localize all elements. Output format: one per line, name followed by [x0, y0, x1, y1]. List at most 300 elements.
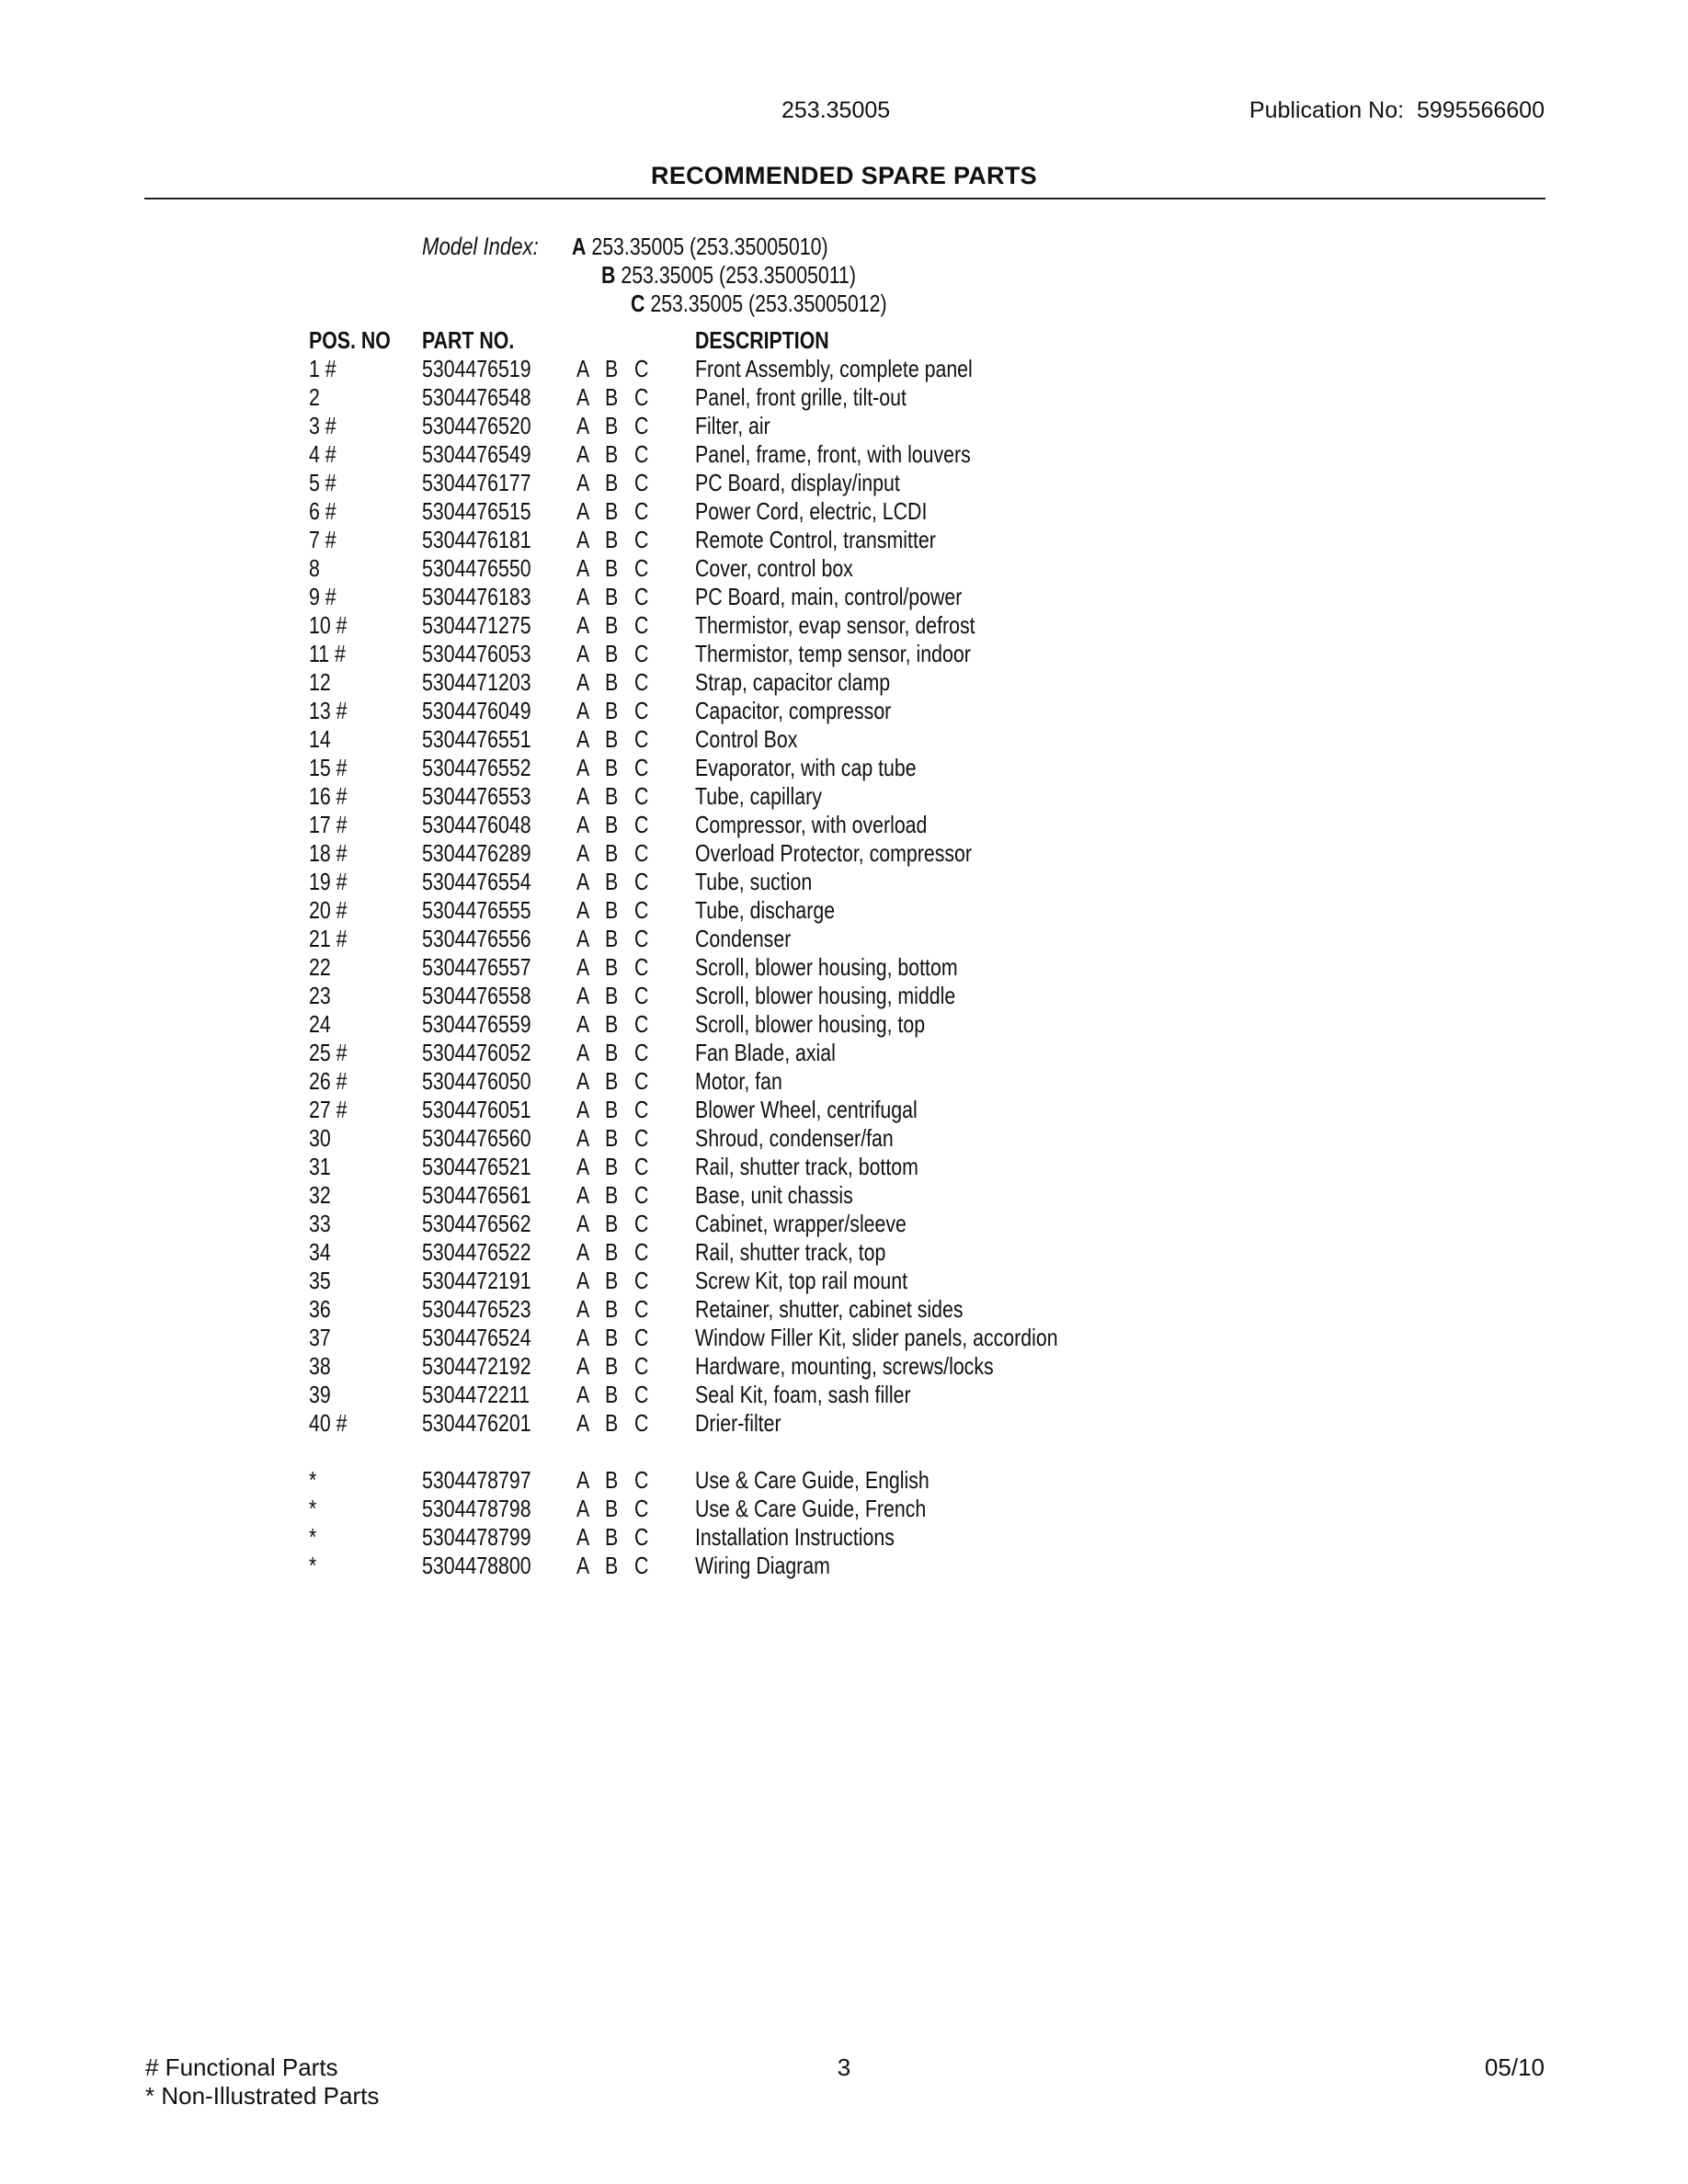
- model-c-cell: C: [634, 925, 649, 952]
- model-b-cell: B: [605, 1153, 619, 1180]
- table-row: [309, 1153, 1228, 1181]
- part-number-cell: 5304478797: [422, 1466, 531, 1494]
- model-index-b-letter: B: [601, 261, 616, 289]
- description-cell: Blower Wheel, centrifugal: [695, 1096, 918, 1123]
- model-c-cell: C: [634, 1238, 649, 1266]
- pos-cell: 24: [309, 1010, 331, 1038]
- model-c-cell: C: [634, 668, 649, 696]
- table-row: [309, 1067, 1228, 1096]
- description-cell: Thermistor, evap sensor, defrost: [695, 611, 975, 639]
- table-row: [309, 469, 1228, 497]
- description-cell: Window Filler Kit, slider panels, accordion: [695, 1324, 1058, 1351]
- table-row: [309, 1295, 1228, 1324]
- table-row: [309, 583, 1228, 611]
- part-number-cell: 5304478799: [422, 1523, 531, 1551]
- table-row: [309, 1523, 1228, 1552]
- model-b-cell: B: [605, 1010, 619, 1038]
- pos-cell: 25 #: [309, 1039, 348, 1066]
- description-cell: Use & Care Guide, French: [695, 1495, 927, 1522]
- model-a-cell: A: [576, 469, 590, 496]
- model-c-cell: C: [634, 868, 649, 895]
- model-b-cell: B: [605, 1039, 619, 1066]
- header-model: 253.35005: [781, 97, 891, 123]
- pos-cell: 33: [309, 1210, 331, 1237]
- model-c-cell: C: [634, 412, 649, 439]
- model-c-cell: C: [634, 1381, 649, 1408]
- model-a-cell: A: [576, 1267, 590, 1294]
- pos-cell: 23: [309, 982, 331, 1009]
- description-cell: Power Cord, electric, LCDI: [695, 497, 928, 525]
- model-c-cell: C: [634, 1210, 649, 1237]
- model-b-cell: B: [605, 412, 619, 439]
- model-a-cell: A: [576, 925, 590, 952]
- model-c-cell: C: [634, 1096, 649, 1123]
- model-a-cell: A: [576, 640, 590, 667]
- model-b-cell: B: [605, 383, 619, 411]
- description-cell: Overload Protector, compressor: [695, 839, 972, 867]
- part-number-cell: 5304476556: [422, 925, 531, 952]
- description-cell: Cabinet, wrapper/sleeve: [695, 1210, 907, 1237]
- part-number-cell: 5304476559: [422, 1010, 531, 1038]
- part-number-cell: 5304476048: [422, 811, 531, 838]
- model-b-cell: B: [605, 611, 619, 639]
- description-cell: Hardware, mounting, screws/locks: [695, 1352, 994, 1380]
- table-row: [309, 1409, 1228, 1438]
- pos-cell: 6 #: [309, 497, 336, 525]
- model-a-cell: A: [576, 1039, 590, 1066]
- model-c-cell: C: [634, 1181, 649, 1209]
- pos-cell: *: [309, 1552, 317, 1579]
- description-cell: Condenser: [695, 925, 792, 952]
- part-number-cell: 5304476555: [422, 896, 531, 924]
- description-cell: Cover, control box: [695, 554, 853, 582]
- model-index-b: [601, 261, 856, 290]
- part-number-cell: 5304476515: [422, 497, 531, 525]
- pos-cell: 8: [309, 554, 320, 582]
- part-number-cell: 5304476553: [422, 782, 531, 810]
- table-row: [309, 725, 1228, 754]
- part-number-cell: 5304476552: [422, 754, 531, 781]
- model-a-cell: A: [576, 1067, 590, 1095]
- model-c-cell: C: [634, 1523, 649, 1551]
- model-a-cell: A: [576, 526, 590, 553]
- pos-cell: 37: [309, 1324, 331, 1351]
- model-b-cell: B: [605, 1495, 619, 1522]
- pos-cell: 31: [309, 1153, 331, 1180]
- model-c-cell: C: [634, 811, 649, 838]
- pos-cell: 19 #: [309, 868, 348, 895]
- model-a-cell: A: [576, 1324, 590, 1351]
- pos-cell: 5 #: [309, 469, 336, 496]
- description-cell: Compressor, with overload: [695, 811, 928, 838]
- model-index-c: [631, 290, 887, 318]
- table-row: [309, 383, 1228, 412]
- model-a-cell: A: [576, 1153, 590, 1180]
- model-b-cell: B: [605, 982, 619, 1009]
- description-cell: Remote Control, transmitter: [695, 526, 936, 553]
- model-a-cell: A: [576, 1010, 590, 1038]
- pos-cell: 22: [309, 953, 331, 981]
- pos-cell: 4 #: [309, 440, 336, 468]
- model-a-cell: A: [576, 440, 590, 468]
- model-b-cell: B: [605, 953, 619, 981]
- model-c-cell: C: [634, 839, 649, 867]
- part-number-cell: 5304476522: [422, 1238, 531, 1266]
- model-index-a-letter: A: [572, 233, 587, 260]
- model-a-cell: A: [576, 497, 590, 525]
- model-b-cell: B: [605, 497, 619, 525]
- model-a-cell: A: [576, 1409, 590, 1437]
- pos-cell: 38: [309, 1352, 331, 1380]
- part-number-cell: 5304476050: [422, 1067, 531, 1095]
- table-row: [309, 896, 1228, 925]
- pos-cell: 35: [309, 1267, 331, 1294]
- model-c-cell: C: [634, 1039, 649, 1066]
- model-a-cell: A: [576, 725, 590, 753]
- table-row: [309, 839, 1228, 868]
- pos-cell: 21 #: [309, 925, 348, 952]
- description-cell: Scroll, blower housing, middle: [695, 982, 956, 1009]
- model-c-cell: C: [634, 1495, 649, 1522]
- model-c-cell: C: [634, 1067, 649, 1095]
- model-index-c-letter: C: [631, 290, 645, 317]
- model-index-a: [572, 233, 828, 261]
- model-index-a-text: 253.35005 (253.35005010): [591, 233, 828, 260]
- model-b-cell: B: [605, 1466, 619, 1494]
- model-a-cell: A: [576, 953, 590, 981]
- column-header-desc: DESCRIPTION: [695, 326, 829, 354]
- model-a-cell: A: [576, 668, 590, 696]
- model-b-cell: B: [605, 1238, 619, 1266]
- table-row: [309, 782, 1228, 811]
- pos-cell: 1 #: [309, 355, 336, 382]
- description-cell: Rail, shutter track, top: [695, 1238, 886, 1266]
- description-cell: Retainer, shutter, cabinet sides: [695, 1295, 964, 1323]
- part-number-cell: 5304476201: [422, 1409, 531, 1437]
- description-cell: Wiring Diagram: [695, 1552, 830, 1579]
- model-b-cell: B: [605, 1295, 619, 1323]
- title-rule: [144, 198, 1545, 199]
- model-a-cell: A: [576, 611, 590, 639]
- table-row: [309, 668, 1228, 697]
- description-cell: Scroll, blower housing, top: [695, 1010, 926, 1038]
- model-b-cell: B: [605, 1409, 619, 1437]
- table-gap: [309, 1438, 1228, 1466]
- part-number-cell: 5304476561: [422, 1181, 531, 1209]
- model-c-cell: C: [634, 982, 649, 1009]
- pos-cell: 13 #: [309, 697, 348, 724]
- model-c-cell: C: [634, 611, 649, 639]
- part-number-cell: 5304476519: [422, 355, 531, 382]
- parts-table: [309, 326, 1228, 1580]
- model-b-cell: B: [605, 811, 619, 838]
- description-cell: Screw Kit, top rail mount: [695, 1267, 908, 1294]
- description-cell: Panel, frame, front, with louvers: [695, 440, 971, 468]
- part-number-cell: 5304476554: [422, 868, 531, 895]
- part-number-cell: 5304476550: [422, 554, 531, 582]
- model-c-cell: C: [634, 640, 649, 667]
- table-row: [309, 554, 1228, 583]
- model-a-cell: A: [576, 1381, 590, 1408]
- table-row: [309, 868, 1228, 896]
- model-b-cell: B: [605, 355, 619, 382]
- footer-date: 05/10: [1484, 2053, 1545, 2081]
- model-b-cell: B: [605, 640, 619, 667]
- part-number-cell: 5304476558: [422, 982, 531, 1009]
- pos-cell: 12: [309, 668, 331, 696]
- model-c-cell: C: [634, 1267, 649, 1294]
- model-c-cell: C: [634, 583, 649, 610]
- part-number-cell: 5304471203: [422, 668, 531, 696]
- pos-cell: 40 #: [309, 1409, 348, 1437]
- table-row: [309, 611, 1228, 640]
- table-row: [309, 1181, 1228, 1210]
- part-number-cell: 5304476549: [422, 440, 531, 468]
- part-number-cell: 5304476520: [422, 412, 531, 439]
- table-row: [309, 1495, 1228, 1523]
- table-row: [309, 1381, 1228, 1409]
- description-cell: Drier-filter: [695, 1409, 781, 1437]
- model-b-cell: B: [605, 469, 619, 496]
- model-c-cell: C: [634, 896, 649, 924]
- model-index-label: Model Index:: [422, 233, 539, 260]
- model-b-cell: B: [605, 896, 619, 924]
- description-cell: Seal Kit, foam, sash filler: [695, 1381, 911, 1408]
- pos-cell: 11 #: [309, 640, 346, 667]
- description-cell: Motor, fan: [695, 1067, 782, 1095]
- model-c-cell: C: [634, 469, 649, 496]
- model-a-cell: A: [576, 896, 590, 924]
- model-b-cell: B: [605, 1381, 619, 1408]
- model-a-cell: A: [576, 412, 590, 439]
- model-a-cell: A: [576, 1552, 590, 1579]
- model-a-cell: A: [576, 1238, 590, 1266]
- model-c-cell: C: [634, 1409, 649, 1437]
- description-cell: Tube, capillary: [695, 782, 822, 810]
- model-c-cell: C: [634, 1124, 649, 1152]
- model-a-cell: A: [576, 982, 590, 1009]
- part-number-cell: 5304478798: [422, 1495, 531, 1522]
- model-a-cell: A: [576, 1352, 590, 1380]
- description-cell: Filter, air: [695, 412, 770, 439]
- model-c-cell: C: [634, 355, 649, 382]
- part-number-cell: 5304476289: [422, 839, 531, 867]
- model-c-cell: C: [634, 497, 649, 525]
- part-number-cell: 5304472191: [422, 1267, 531, 1294]
- model-a-cell: A: [576, 1495, 590, 1522]
- table-row: [309, 811, 1228, 839]
- part-number-cell: 5304476049: [422, 697, 531, 724]
- part-number-cell: 5304478800: [422, 1552, 531, 1579]
- part-number-cell: 5304476181: [422, 526, 531, 553]
- model-b-cell: B: [605, 697, 619, 724]
- pos-cell: 18 #: [309, 839, 348, 867]
- table-row: [309, 697, 1228, 725]
- column-header-pos: POS. NO: [309, 326, 391, 354]
- model-b-cell: B: [605, 725, 619, 753]
- pos-cell: 16 #: [309, 782, 348, 810]
- legend-non-illustrated: * Non-Illustrated Parts: [145, 2082, 380, 2110]
- parts-list: [309, 355, 1228, 1438]
- model-b-cell: B: [605, 925, 619, 952]
- model-c-cell: C: [634, 1153, 649, 1180]
- model-c-cell: C: [634, 697, 649, 724]
- model-b-cell: B: [605, 1181, 619, 1209]
- pos-cell: 27 #: [309, 1096, 348, 1123]
- pos-cell: 10 #: [309, 611, 348, 639]
- model-b-cell: B: [605, 1067, 619, 1095]
- table-row: [309, 1124, 1228, 1153]
- table-row: [309, 497, 1228, 526]
- model-a-cell: A: [576, 355, 590, 382]
- table-row: [309, 1238, 1228, 1267]
- model-b-cell: B: [605, 668, 619, 696]
- description-cell: PC Board, main, control/power: [695, 583, 963, 610]
- part-number-cell: 5304471275: [422, 611, 531, 639]
- model-c-cell: C: [634, 725, 649, 753]
- table-row: [309, 440, 1228, 469]
- table-row: [309, 1552, 1228, 1580]
- part-number-cell: 5304472192: [422, 1352, 531, 1380]
- description-cell: Scroll, blower housing, bottom: [695, 953, 958, 981]
- table-header-row: [309, 326, 1228, 355]
- page-title: RECOMMENDED SPARE PARTS: [651, 162, 1037, 189]
- model-a-cell: A: [576, 811, 590, 838]
- part-number-cell: 5304476183: [422, 583, 531, 610]
- publication-number: 5995566600: [1416, 97, 1545, 123]
- model-b-cell: B: [605, 1267, 619, 1294]
- table-row: [309, 982, 1228, 1010]
- part-number-cell: 5304476521: [422, 1153, 531, 1180]
- table-row: [309, 1466, 1228, 1495]
- model-a-cell: A: [576, 1124, 590, 1152]
- part-number-cell: 5304476560: [422, 1124, 531, 1152]
- description-cell: Thermistor, temp sensor, indoor: [695, 640, 971, 667]
- model-b-cell: B: [605, 1210, 619, 1237]
- pos-cell: 15 #: [309, 754, 348, 781]
- table-row: [309, 640, 1228, 668]
- table-row: [309, 1010, 1228, 1039]
- table-row: [309, 953, 1228, 982]
- model-c-cell: C: [634, 383, 649, 411]
- model-b-cell: B: [605, 839, 619, 867]
- model-a-cell: A: [576, 1181, 590, 1209]
- table-row: [309, 1039, 1228, 1067]
- pos-cell: 20 #: [309, 896, 348, 924]
- description-cell: Rail, shutter track, bottom: [695, 1153, 918, 1180]
- description-cell: Evaporator, with cap tube: [695, 754, 917, 781]
- model-a-cell: A: [576, 1295, 590, 1323]
- description-cell: Shroud, condenser/fan: [695, 1124, 894, 1152]
- model-b-cell: B: [605, 1352, 619, 1380]
- model-a-cell: A: [576, 697, 590, 724]
- description-cell: PC Board, display/input: [695, 469, 900, 496]
- pos-cell: *: [309, 1466, 317, 1494]
- model-b-cell: B: [605, 554, 619, 582]
- model-b-cell: B: [605, 440, 619, 468]
- part-number-cell: 5304476177: [422, 469, 531, 496]
- description-cell: Use & Care Guide, English: [695, 1466, 930, 1494]
- part-number-cell: 5304476052: [422, 1039, 531, 1066]
- model-b-cell: B: [605, 1552, 619, 1579]
- table-row: [309, 355, 1228, 383]
- model-a-cell: A: [576, 1523, 590, 1551]
- description-cell: Base, unit chassis: [695, 1181, 853, 1209]
- pos-cell: 14: [309, 725, 331, 753]
- model-a-cell: A: [576, 839, 590, 867]
- model-c-cell: C: [634, 1010, 649, 1038]
- description-cell: Control Box: [695, 725, 798, 753]
- model-c-cell: C: [634, 1324, 649, 1351]
- pos-cell: 34: [309, 1238, 331, 1266]
- pos-cell: 39: [309, 1381, 331, 1408]
- part-number-cell: 5304472211: [422, 1381, 530, 1408]
- model-a-cell: A: [576, 583, 590, 610]
- table-row: [309, 925, 1228, 953]
- description-cell: Tube, suction: [695, 868, 813, 895]
- model-a-cell: A: [576, 1466, 590, 1494]
- model-a-cell: A: [576, 383, 590, 411]
- model-a-cell: A: [576, 782, 590, 810]
- model-b-cell: B: [605, 1096, 619, 1123]
- model-b-cell: B: [605, 526, 619, 553]
- pos-cell: 36: [309, 1295, 331, 1323]
- part-number-cell: 5304476523: [422, 1295, 531, 1323]
- model-b-cell: B: [605, 1124, 619, 1152]
- table-row: [309, 1210, 1228, 1238]
- header-publication: [1249, 97, 1545, 124]
- model-a-cell: A: [576, 554, 590, 582]
- pos-cell: 9 #: [309, 583, 336, 610]
- extra-parts-list: [309, 1466, 1228, 1580]
- part-number-cell: 5304476551: [422, 725, 531, 753]
- pos-cell: *: [309, 1495, 317, 1522]
- table-row: [309, 1352, 1228, 1381]
- model-b-cell: B: [605, 868, 619, 895]
- table-row: [309, 754, 1228, 782]
- model-c-cell: C: [634, 1295, 649, 1323]
- model-b-cell: B: [605, 1324, 619, 1351]
- page-number: 3: [837, 2053, 851, 2081]
- model-b-cell: B: [605, 782, 619, 810]
- table-row: [309, 1267, 1228, 1295]
- model-b-cell: B: [605, 583, 619, 610]
- pos-cell: 17 #: [309, 811, 348, 838]
- column-header-part: PART NO.: [422, 326, 515, 354]
- model-c-cell: C: [634, 953, 649, 981]
- model-index-c-text: 253.35005 (253.35005012): [650, 290, 887, 317]
- legend-functional: # Functional Parts: [145, 2053, 338, 2081]
- part-number-cell: 5304476557: [422, 953, 531, 981]
- description-cell: Strap, capacitor clamp: [695, 668, 891, 696]
- table-row: [309, 526, 1228, 554]
- description-cell: Capacitor, compressor: [695, 697, 892, 724]
- pos-cell: 2: [309, 383, 320, 411]
- publication-label: Publication No:: [1249, 97, 1405, 123]
- model-c-cell: C: [634, 526, 649, 553]
- part-number-cell: 5304476548: [422, 383, 531, 411]
- table-row: [309, 412, 1228, 440]
- description-cell: Tube, discharge: [695, 896, 836, 924]
- pos-cell: 3 #: [309, 412, 336, 439]
- pos-cell: *: [309, 1523, 317, 1551]
- model-a-cell: A: [576, 1210, 590, 1237]
- description-cell: Panel, front grille, tilt-out: [695, 383, 907, 411]
- model-c-cell: C: [634, 782, 649, 810]
- description-cell: Installation Instructions: [695, 1523, 895, 1551]
- pos-cell: 32: [309, 1181, 331, 1209]
- model-c-cell: C: [634, 1352, 649, 1380]
